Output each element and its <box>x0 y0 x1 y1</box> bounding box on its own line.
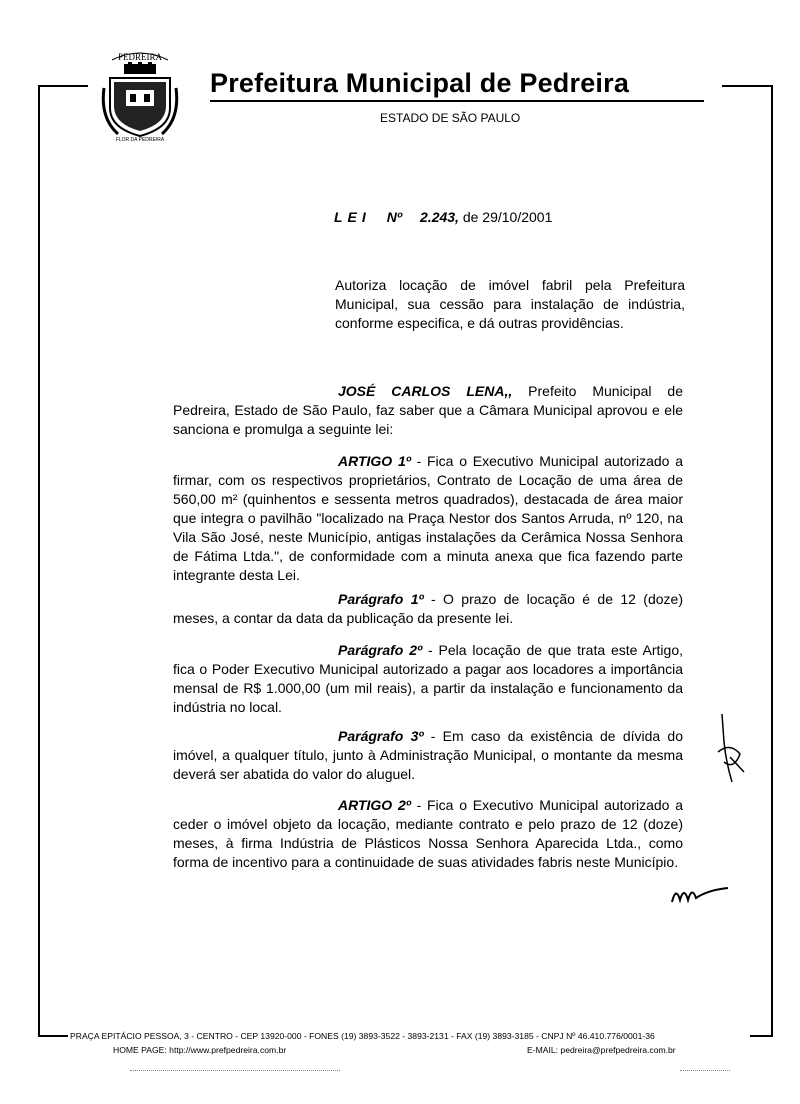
scan-artifact-line <box>130 1070 340 1071</box>
initials-signature <box>710 712 750 792</box>
law-date: de 29/10/2001 <box>462 209 553 225</box>
law-label: LEI <box>334 209 371 225</box>
title-underline <box>210 100 704 102</box>
paragraph-text: Prefeito Municipal de Pedreira, Estado de São Paulo, faz saber que a Câmara Municipal aprovou e ele sanciona e promulga a seguinte lei: <box>173 383 683 437</box>
paragraph-lead: Parágrafo 2º <box>338 642 423 658</box>
paragraph-lead: Parágrafo 3º <box>338 728 424 744</box>
law-number-line <box>334 209 552 225</box>
paragraph-lead: ARTIGO 2º <box>338 797 411 813</box>
frame-line <box>38 1035 68 1037</box>
paragraph-lead: JOSÉ CARLOS LENA,, <box>338 383 513 399</box>
paragraph-lead: Parágrafo 1º <box>338 591 424 607</box>
paragraph-artigo-2 <box>173 796 683 872</box>
paragraph-preamble <box>173 382 683 439</box>
paragraph-lead: ARTIGO 1º <box>338 453 411 469</box>
frame-line <box>38 85 40 1035</box>
paragraph-text: - Pela locação de que trata este Artigo, fica o Poder Executivo Municipal autorizado a pagar aos locadores a importância mensal de R$ 1.000,00 (um mil reais), a partir da instalação e funcionamento da indústria no local. <box>173 642 683 715</box>
paragraph-text: - Fica o Executivo Municipal autorizado a firmar, com os respectivos proprietários, Contrato de Locação de uma área de 560,00 m² (quinhentos e sessenta metros quadrados), destacada de área maior que integra o pavilhão "localizado na Praça Nestor dos Santos Arruda, nº 120, na Vila São José, neste Município, antigas instalações da Cerâmica Nossa Senhora de Fátima Ltda.", de conformidade com a minuta anexa que fica fazendo parte integrante desta Lei. <box>173 453 683 583</box>
paragraph-paragrafo-1 <box>173 590 683 628</box>
paragraph-text: - Em caso da existência de dívida do imóvel, a qualquer título, junto à Administração Municipal, o montante da mesma deverá ser abatida do valor do aluguel. <box>173 728 683 782</box>
page-title: Prefeitura Municipal de Pedreira <box>210 68 630 98</box>
scan-artifact-line <box>680 1070 730 1071</box>
rubric-signature <box>668 880 738 910</box>
footer-homepage: HOME PAGE: http://www.prefpedreira.com.br <box>113 1045 287 1055</box>
footer-email: E-MAIL: pedreira@prefpedreira.com.br <box>527 1045 676 1055</box>
frame-line <box>722 85 772 87</box>
municipal-crest-logo <box>100 48 180 148</box>
frame-line <box>750 1035 773 1037</box>
crest-text-top: PEDREIRA <box>117 52 163 62</box>
law-summary: Autoriza locação de imóvel fabril pela Prefeitura Municipal, sua cessão para instalação de indústria, conforme especifica, e dá outras providências. <box>335 277 685 331</box>
frame-line <box>38 85 88 87</box>
law-number: 2.243, <box>420 209 459 225</box>
paragraph-paragrafo-2 <box>173 641 683 717</box>
paragraph-text: - Fica o Executivo Municipal autorizado a ceder o imóvel objeto da locação, mediante contrato e pelo prazo de 12 (doze) meses, à firma Indústria de Plásticos Nossa Senhora Aparecida Ltda., como forma de incentivo para a continuidade de suas atividades fabris neste Município. <box>173 797 683 870</box>
law-number-label: Nº <box>386 209 403 225</box>
frame-line <box>771 85 773 1035</box>
paragraph-artigo-1 <box>173 452 683 585</box>
paragraph-text: - O prazo de locação é de 12 (doze) meses, a contar da data da publicação da presente lei. <box>173 591 683 626</box>
footer-address: PRAÇA EPITÁCIO PESSOA, 3 - CENTRO - CEP 13920-000 - FONES (19) 3893-3522 - 3893-2131 - FAX (19) 3893-3185 - CNPJ Nº 46.410.776/0001-36 <box>70 1031 655 1041</box>
paragraph-paragrafo-3 <box>173 727 683 784</box>
crest-text-bottom: FLOR DA PEDREIRA <box>115 137 165 143</box>
state-subtitle: ESTADO DE SÃO PAULO <box>380 111 521 125</box>
